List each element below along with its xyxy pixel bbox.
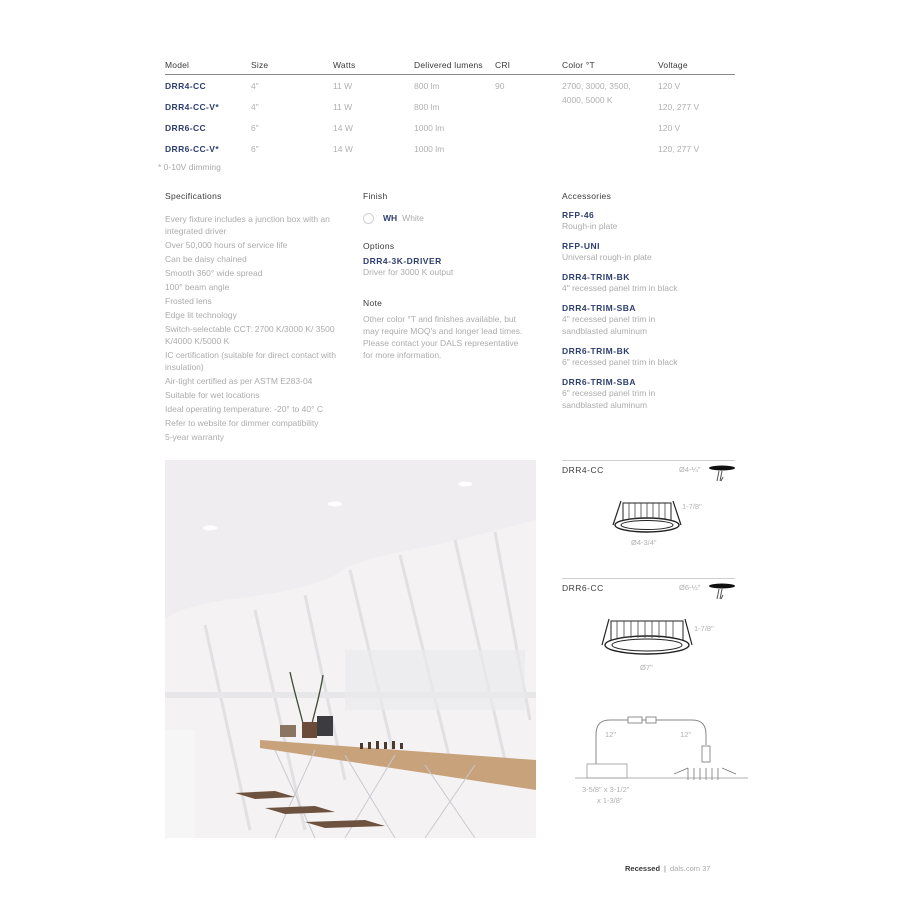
drr4-diagram [562, 460, 735, 560]
accessories-title: Accessories [562, 191, 612, 201]
page-footer [625, 864, 710, 873]
accessory-description: 4" recessed panel trim in sandblasted aluminum [562, 314, 656, 336]
cell-size: 4" [251, 81, 259, 91]
options-title: Options [363, 241, 395, 251]
divider [562, 578, 735, 579]
option-description: Driver for 3000 K output [363, 267, 454, 277]
cell-voltage: 120, 277 V [658, 102, 700, 112]
cable-length-right: 12" [680, 730, 692, 739]
cell-voltage: 120 V [658, 81, 681, 91]
box-dimensions-depth: x 1-3/8" [597, 796, 623, 805]
cell-watts: 11 W [333, 102, 353, 112]
accessory-code: DRR6-TRIM-SBA [562, 377, 637, 387]
white-swatch-icon [363, 213, 374, 224]
accessory-item [562, 346, 742, 368]
accessory-description: 4" recessed panel trim in black [562, 283, 678, 293]
cell-watts: 14 W [333, 144, 353, 154]
height-dimension: 1-7/8" [694, 624, 714, 633]
accessory-item [562, 210, 742, 232]
spec-item: Edge lit technology [165, 310, 237, 320]
accessory-code: DRR4-TRIM-BK [562, 272, 630, 282]
drr6-fixture-icon [597, 613, 697, 658]
diameter-dimension: Ø4-3/4" [631, 538, 657, 547]
ceiling-cutout-icon [707, 581, 737, 607]
spec-item: Refer to website for dimmer compatibility [165, 418, 319, 428]
cell-lumens: 1000 lm [414, 123, 445, 133]
interior-photo [165, 460, 536, 838]
accessory-description: 6" recessed panel trim in sandblasted aluminum [562, 388, 656, 410]
diagram-label: DRR6-CC [562, 583, 604, 593]
footer-site: dals.com [669, 864, 700, 873]
header-lumens: Delivered lumens [414, 60, 483, 70]
header-watts: Watts [333, 60, 356, 70]
finish-code: WH [383, 213, 398, 223]
spec-item: Switch-selectable CCT: 2700 K/3000 K/ 3500 K/4000 K/5000 K [165, 324, 335, 346]
cell-model: DRR6-CC [165, 123, 207, 133]
cable-length-left: 12" [605, 730, 617, 739]
cell-size: 6" [251, 123, 259, 133]
spec-item: 100° beam angle [165, 282, 230, 292]
accessory-code: DRR4-TRIM-SBA [562, 303, 637, 313]
diagram-label: DRR4-CC [562, 465, 604, 475]
table-row [165, 75, 735, 105]
cell-lumens: 1000 lm [414, 144, 445, 154]
diameter-dimension: Ø7" [640, 663, 653, 672]
accessory-item [562, 272, 742, 294]
cell-model: DRR4-CC-V* [165, 102, 220, 112]
junction-box-icon [570, 710, 750, 780]
cell-voltage: 120 V [658, 123, 681, 133]
specifications-title: Specifications [165, 191, 222, 201]
page-number: 37 [702, 864, 711, 873]
cell-lumens: 800 lm [414, 81, 440, 91]
header-voltage: Voltage [658, 60, 688, 70]
drr6-diagram [562, 578, 735, 678]
header-color-temp: Color °T [562, 60, 595, 70]
footer-separator: | [664, 864, 666, 873]
divider [562, 460, 735, 461]
table-row [165, 117, 735, 138]
header-cri: CRI [495, 60, 511, 70]
specifications-section [165, 191, 345, 445]
options-section [363, 241, 533, 278]
accessory-code: RFP-46 [562, 210, 595, 220]
junction-box-diagram [570, 710, 750, 805]
spec-item: Suitable for wet locations [165, 390, 260, 400]
box-dimensions: 3-5/8" x 3-1/2" [582, 785, 630, 794]
accessory-code: RFP-UNI [562, 241, 600, 251]
table-header [165, 58, 735, 75]
spec-item: Air-tight certified as per ASTM E283-04 [165, 376, 313, 386]
finish-title: Finish [363, 191, 388, 201]
cutout-dimension: Ø6-½" [679, 583, 701, 592]
option-code: DRR4-3K-DRIVER [363, 256, 442, 266]
cell-size: 4" [251, 102, 259, 112]
header-model: Model [165, 60, 190, 70]
header-size: Size [251, 60, 269, 70]
accessory-description: Rough-in plate [562, 221, 618, 231]
table-row [165, 96, 735, 117]
cell-lumens: 800 lm [414, 102, 440, 112]
specifications-list [165, 213, 345, 443]
product-table [165, 58, 735, 159]
spec-item: Every fixture includes a junction box with an integrated driver [165, 214, 330, 236]
cell-color-temp: 2700, 3000, 3500, 4000, 5000 K [562, 81, 631, 105]
table-row [165, 138, 735, 159]
note-title: Note [363, 298, 383, 308]
table-footnote: * 0-10V dimming [158, 162, 221, 172]
footer-section: Recessed [625, 864, 661, 873]
spec-item: Frosted lens [165, 296, 212, 306]
spec-item: Smooth 360° wide spread [165, 268, 263, 278]
spec-item: Over 50,000 hours of service life [165, 240, 288, 250]
spec-item: IC certification (suitable for direct contact with insulation) [165, 350, 337, 372]
cell-voltage: 120, 277 V [658, 144, 700, 154]
spec-item: 5-year warranty [165, 432, 225, 442]
accessory-item [562, 303, 742, 337]
accessory-description: 6" recessed panel trim in black [562, 357, 678, 367]
finish-name: White [402, 213, 424, 223]
accessory-description: Universal rough-in plate [562, 252, 652, 262]
finish-section [363, 191, 533, 224]
note-section [363, 298, 523, 361]
cell-model: DRR6-CC-V* [165, 144, 220, 154]
cell-watts: 11 W [333, 81, 353, 91]
cell-model: DRR4-CC [165, 81, 207, 91]
cell-cri: 90 [495, 81, 505, 91]
accessory-item [562, 241, 742, 263]
spec-item: Ideal operating temperature: -20° to 40° C [165, 404, 324, 414]
cell-size: 6" [251, 144, 259, 154]
spec-item: Can be daisy chained [165, 254, 247, 264]
note-text: Other color °T and finishes available, but may require MOQ's and longer lead times. Please contact your DALS representative for more information. [363, 314, 523, 360]
ceiling-cutout-icon [707, 463, 737, 489]
accessory-code: DRR6-TRIM-BK [562, 346, 630, 356]
accessory-item [562, 377, 742, 411]
drr4-fixture-icon [607, 495, 687, 535]
cutout-dimension: Ø4-¼" [679, 465, 701, 474]
height-dimension: 1-7/8" [682, 502, 702, 511]
cell-watts: 14 W [333, 123, 353, 133]
accessories-section [562, 191, 742, 411]
finish-option [363, 212, 533, 224]
